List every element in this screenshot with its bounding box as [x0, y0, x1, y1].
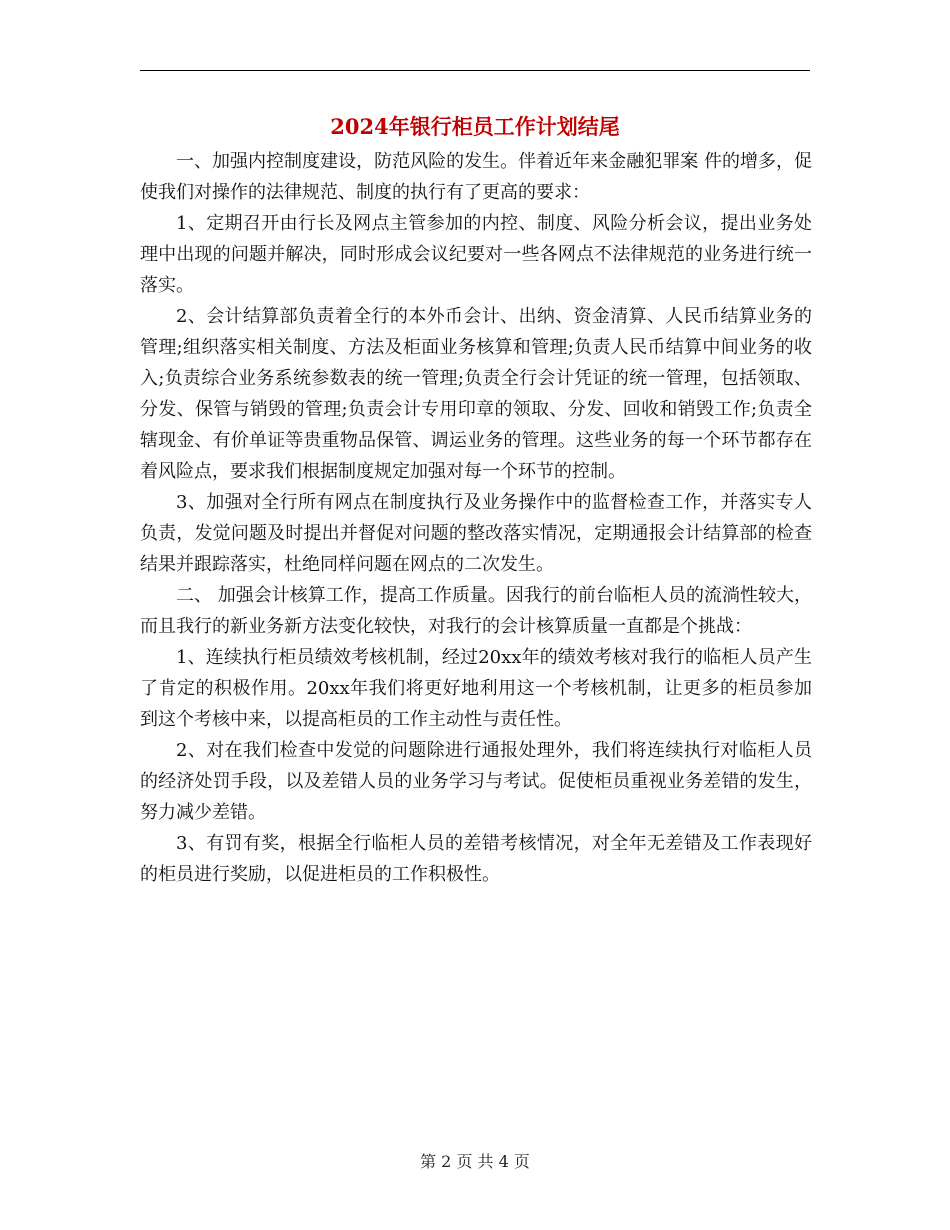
paragraph: 1、连续执行柜员绩效考核机制，经过20xx年的绩效考核对我行的临柜人员产生了肯定的积极作用。20xx年我们将更好地利用这一个考核机制，让更多的柜员参加到这个考核中来，以提高柜员的工作主动性与责任性。 [140, 647, 812, 730]
paragraph: 3、加强对全行所有网点在制度执行及业务操作中的监督检查工作，并落实专人负责，发觉问题及时提出并督促对问题的整改落实情况，定期通报会计结算部的检查结果并跟踪落实，杜绝同样问题在网点的二次发生。 [140, 492, 812, 575]
document-title: 2024年银行柜员工作计划结尾 [330, 114, 620, 139]
paragraph: 二、 加强会计核算工作，提高工作质量。因我行的前台临柜人员的流淌性较大，而且我行的新业务新方法变化较快，对我行的会计核算质量一直都是个挑战： [140, 585, 812, 637]
page-footer: 第 2 页 共 4 页 [420, 1152, 530, 1171]
paragraph: 3、有罚有奖，根据全行临柜人员的差错考核情况，对全年无差错及工作表现好的柜员进行奖励，以促进柜员的工作积极性。 [140, 833, 812, 885]
header-rule [140, 70, 810, 71]
document-body [140, 146, 812, 890]
paragraph: 2、会计结算部负责着全行的本外币会计、出纳、资金清算、人民币结算业务的管理;组织落实相关制度、方法及柜面业务核算和管理;负责人民币结算中间业务的收入;负责综合业务系统参数表的统一管理;负责全行会计凭证的统一管理，包括领取、分发、保管与销毁的管理;负责会计专用印章的领取、分发、回收和销毁工作;负责全辖现金、有价单证等贵重物品保管、调运业务的管理。这些业务的每一个环节都存在着风险点，要求我们根据制度规定加强对每一个环节的控制。 [140, 306, 812, 482]
paragraph: 2、对在我们检查中发觉的问题除进行通报处理外，我们将连续执行对临柜人员的经济处罚手段，以及差错人员的业务学习与考试。促使柜员重视业务差错的发生，努力减少差错。 [140, 740, 812, 823]
paragraph: 1、定期召开由行长及网点主管参加的内控、制度、风险分析会议，提出业务处理中出现的问题并解决，同时形成会议纪要对一些各网点不法律规范的业务进行统一落实。 [140, 213, 812, 296]
paragraph: 一、加强内控制度建设，防范风险的发生。伴着近年来金融犯罪案 件的增多，促使我们对操作的法律规范、制度的执行有了更高的要求： [140, 151, 812, 203]
